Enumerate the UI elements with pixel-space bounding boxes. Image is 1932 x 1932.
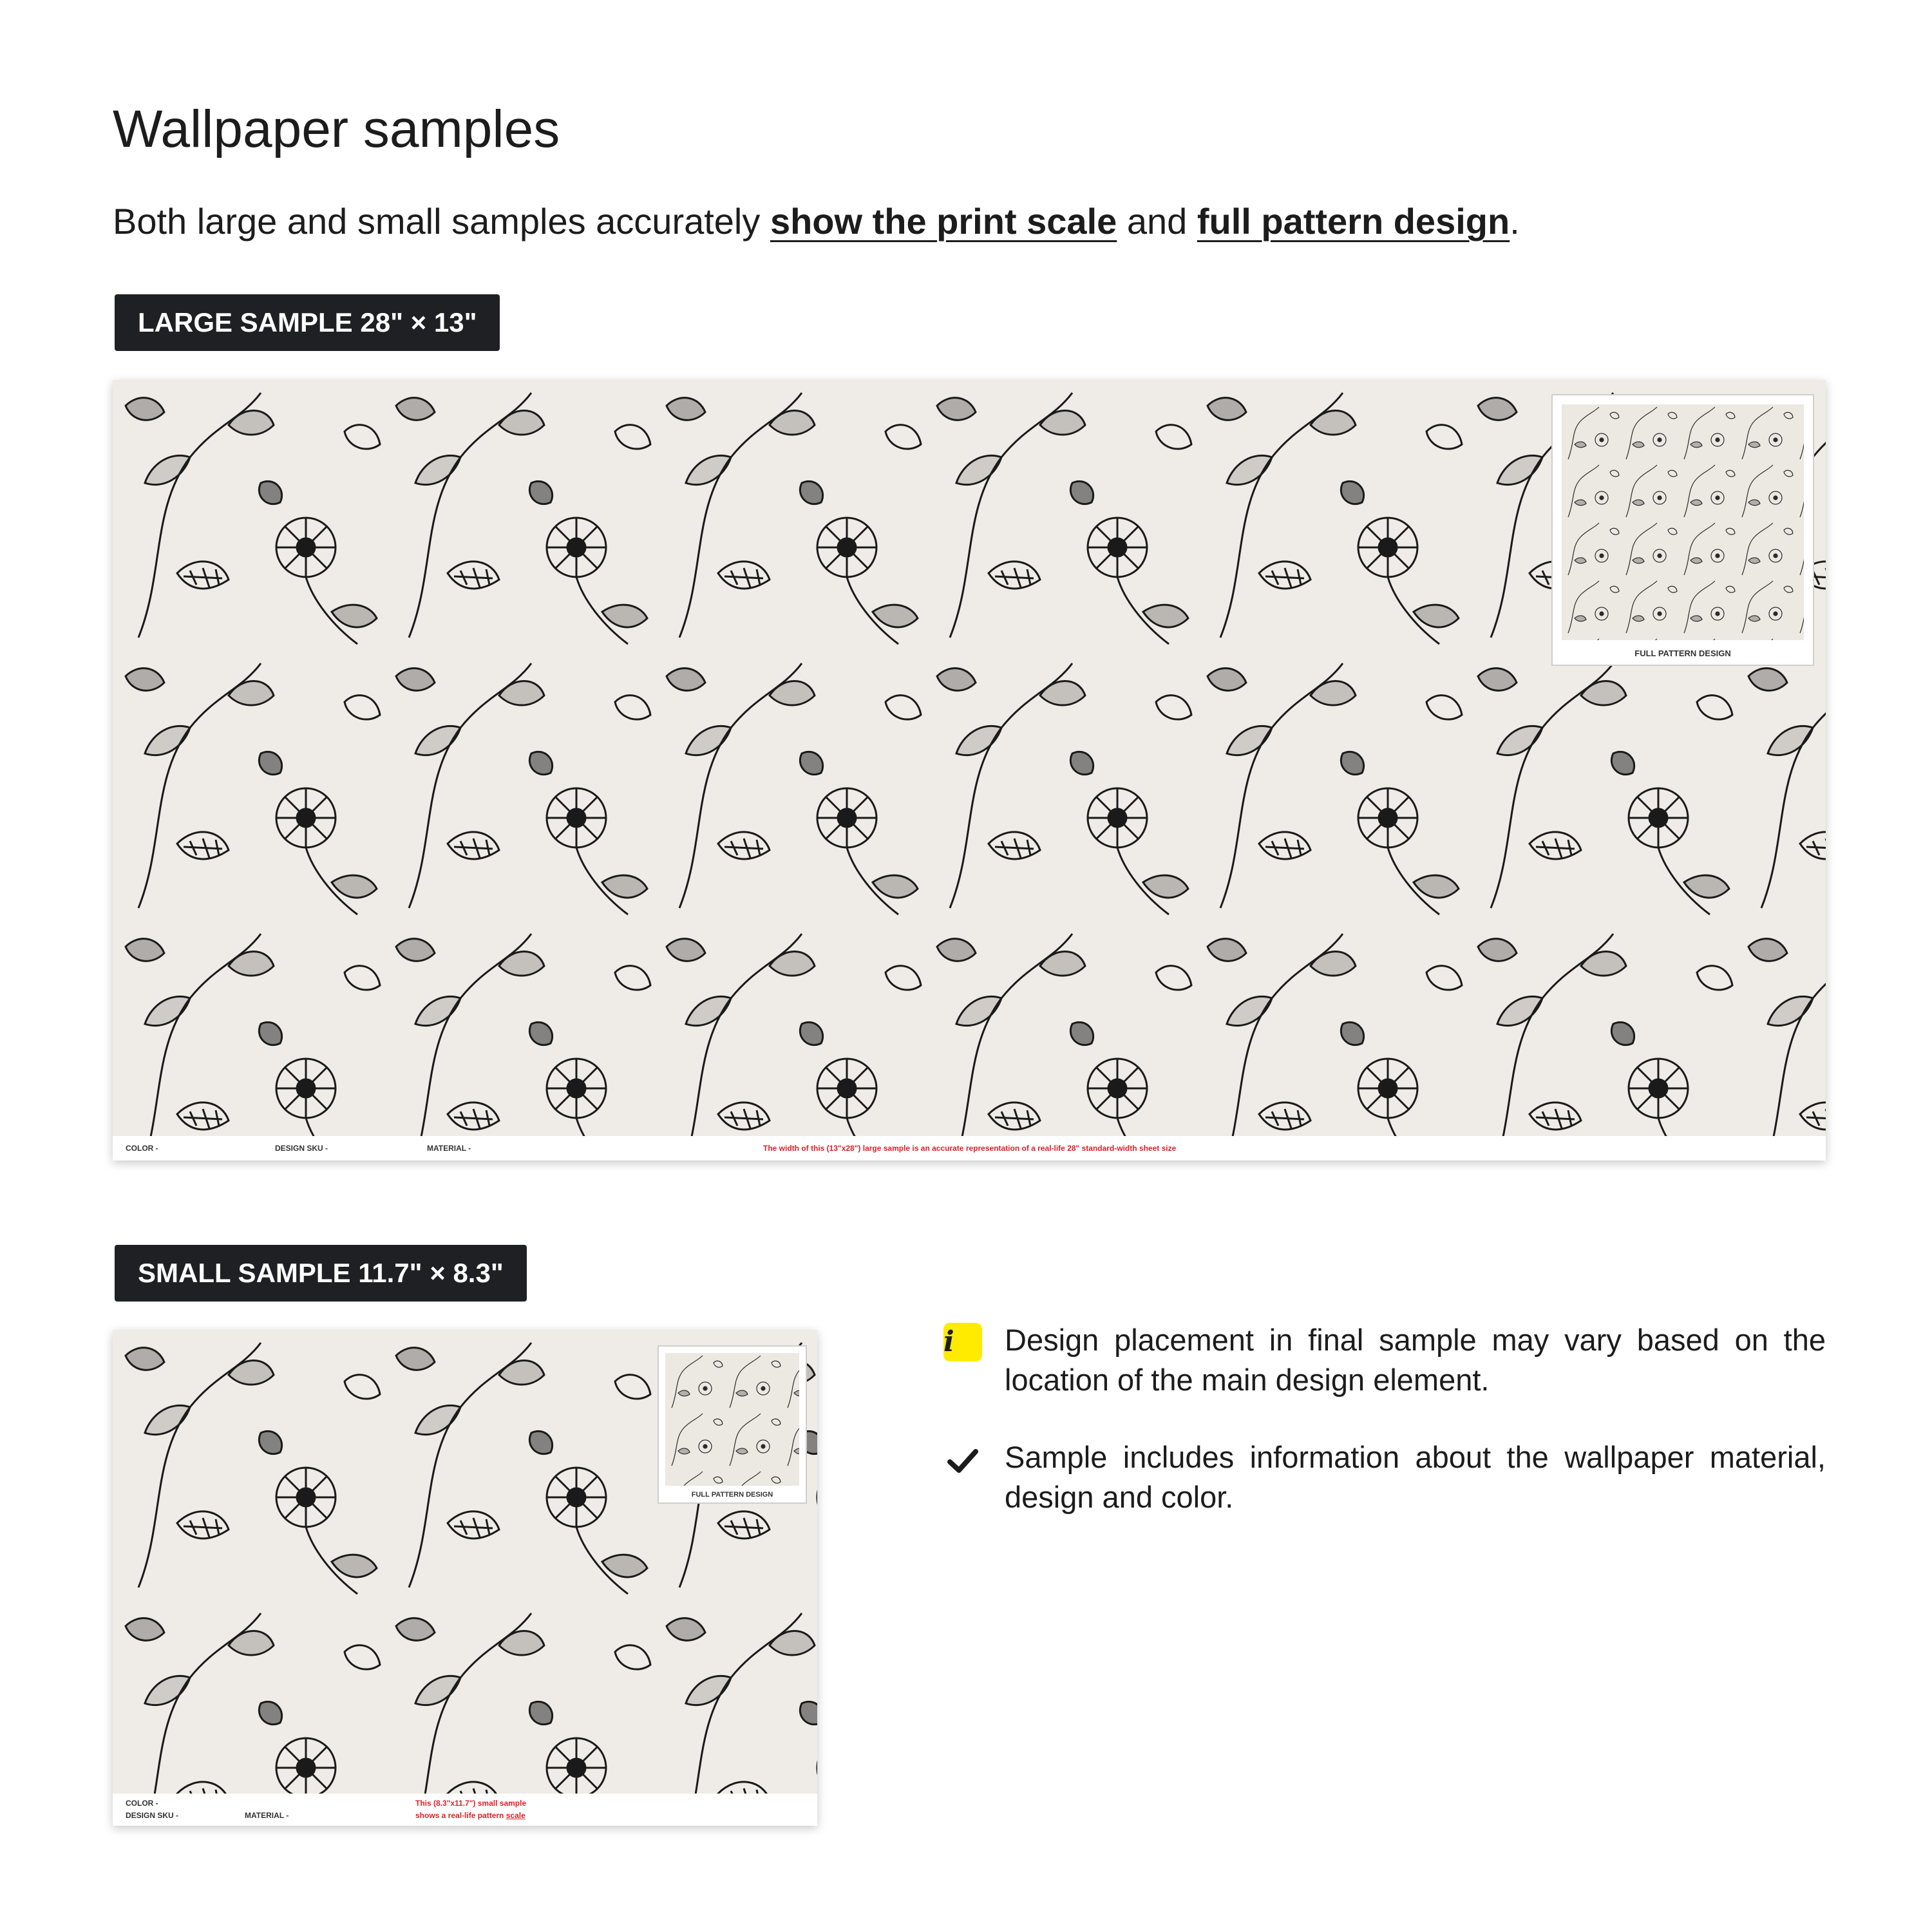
full-pattern-thumbnail <box>665 1353 799 1486</box>
pattern-scale-note-line2: shows a real-life pattern scale <box>415 1811 526 1820</box>
full-pattern-inset <box>658 1345 807 1504</box>
inset-label: FULL PATTERN DESIGN <box>1634 649 1731 658</box>
check-icon <box>943 1441 982 1480</box>
page-title: Wallpaper samples <box>113 100 560 158</box>
note-text: Design placement in final sample may vary based on the location of the main design element. <box>1005 1323 1826 1397</box>
design-sku-label: DESIGN SKU - <box>126 1811 179 1820</box>
note-text: Sample includes information about the wallpaper material, design and color. <box>1005 1440 1826 1514</box>
subtitle-text: . <box>1510 201 1520 242</box>
inset-label: FULL PATTERN DESIGN <box>691 1491 773 1499</box>
note-item <box>943 1320 1826 1400</box>
print-scale-link[interactable]: show the print scale <box>770 201 1117 242</box>
material-label: MATERIAL - <box>427 1144 471 1153</box>
small-sample-image <box>113 1330 817 1826</box>
material-label: MATERIAL - <box>245 1811 289 1820</box>
design-sku-label: DESIGN SKU - <box>275 1144 328 1153</box>
color-label: COLOR - <box>126 1144 158 1153</box>
pattern-scale-note-line1: This (8.3"x11.7") small sample <box>415 1799 527 1808</box>
large-sample-image <box>113 380 1826 1160</box>
small-sample-badge: SMALL SAMPLE 11.7" × 8.3" <box>115 1245 527 1302</box>
full-pattern-thumbnail <box>1562 404 1804 640</box>
color-label: COLOR - <box>126 1799 158 1808</box>
sample-info-strip <box>113 1136 1826 1160</box>
note-item <box>943 1437 1826 1517</box>
sample-info-strip <box>113 1794 817 1826</box>
full-pattern-link[interactable]: full pattern design <box>1197 201 1510 242</box>
large-sample-badge: LARGE SAMPLE 28" × 13" <box>115 294 500 351</box>
full-pattern-inset <box>1551 394 1814 666</box>
notes-list <box>943 1320 1826 1555</box>
subtitle-text: Both large and small samples accurately <box>113 201 770 242</box>
subtitle-text: and <box>1117 201 1197 242</box>
subtitle <box>113 201 1520 242</box>
info-icon: i <box>943 1323 982 1361</box>
sheet-size-note: The width of this (13"x28") large sample is an accurate representation of a real-life 28" standard-width sheet size <box>763 1144 1177 1153</box>
